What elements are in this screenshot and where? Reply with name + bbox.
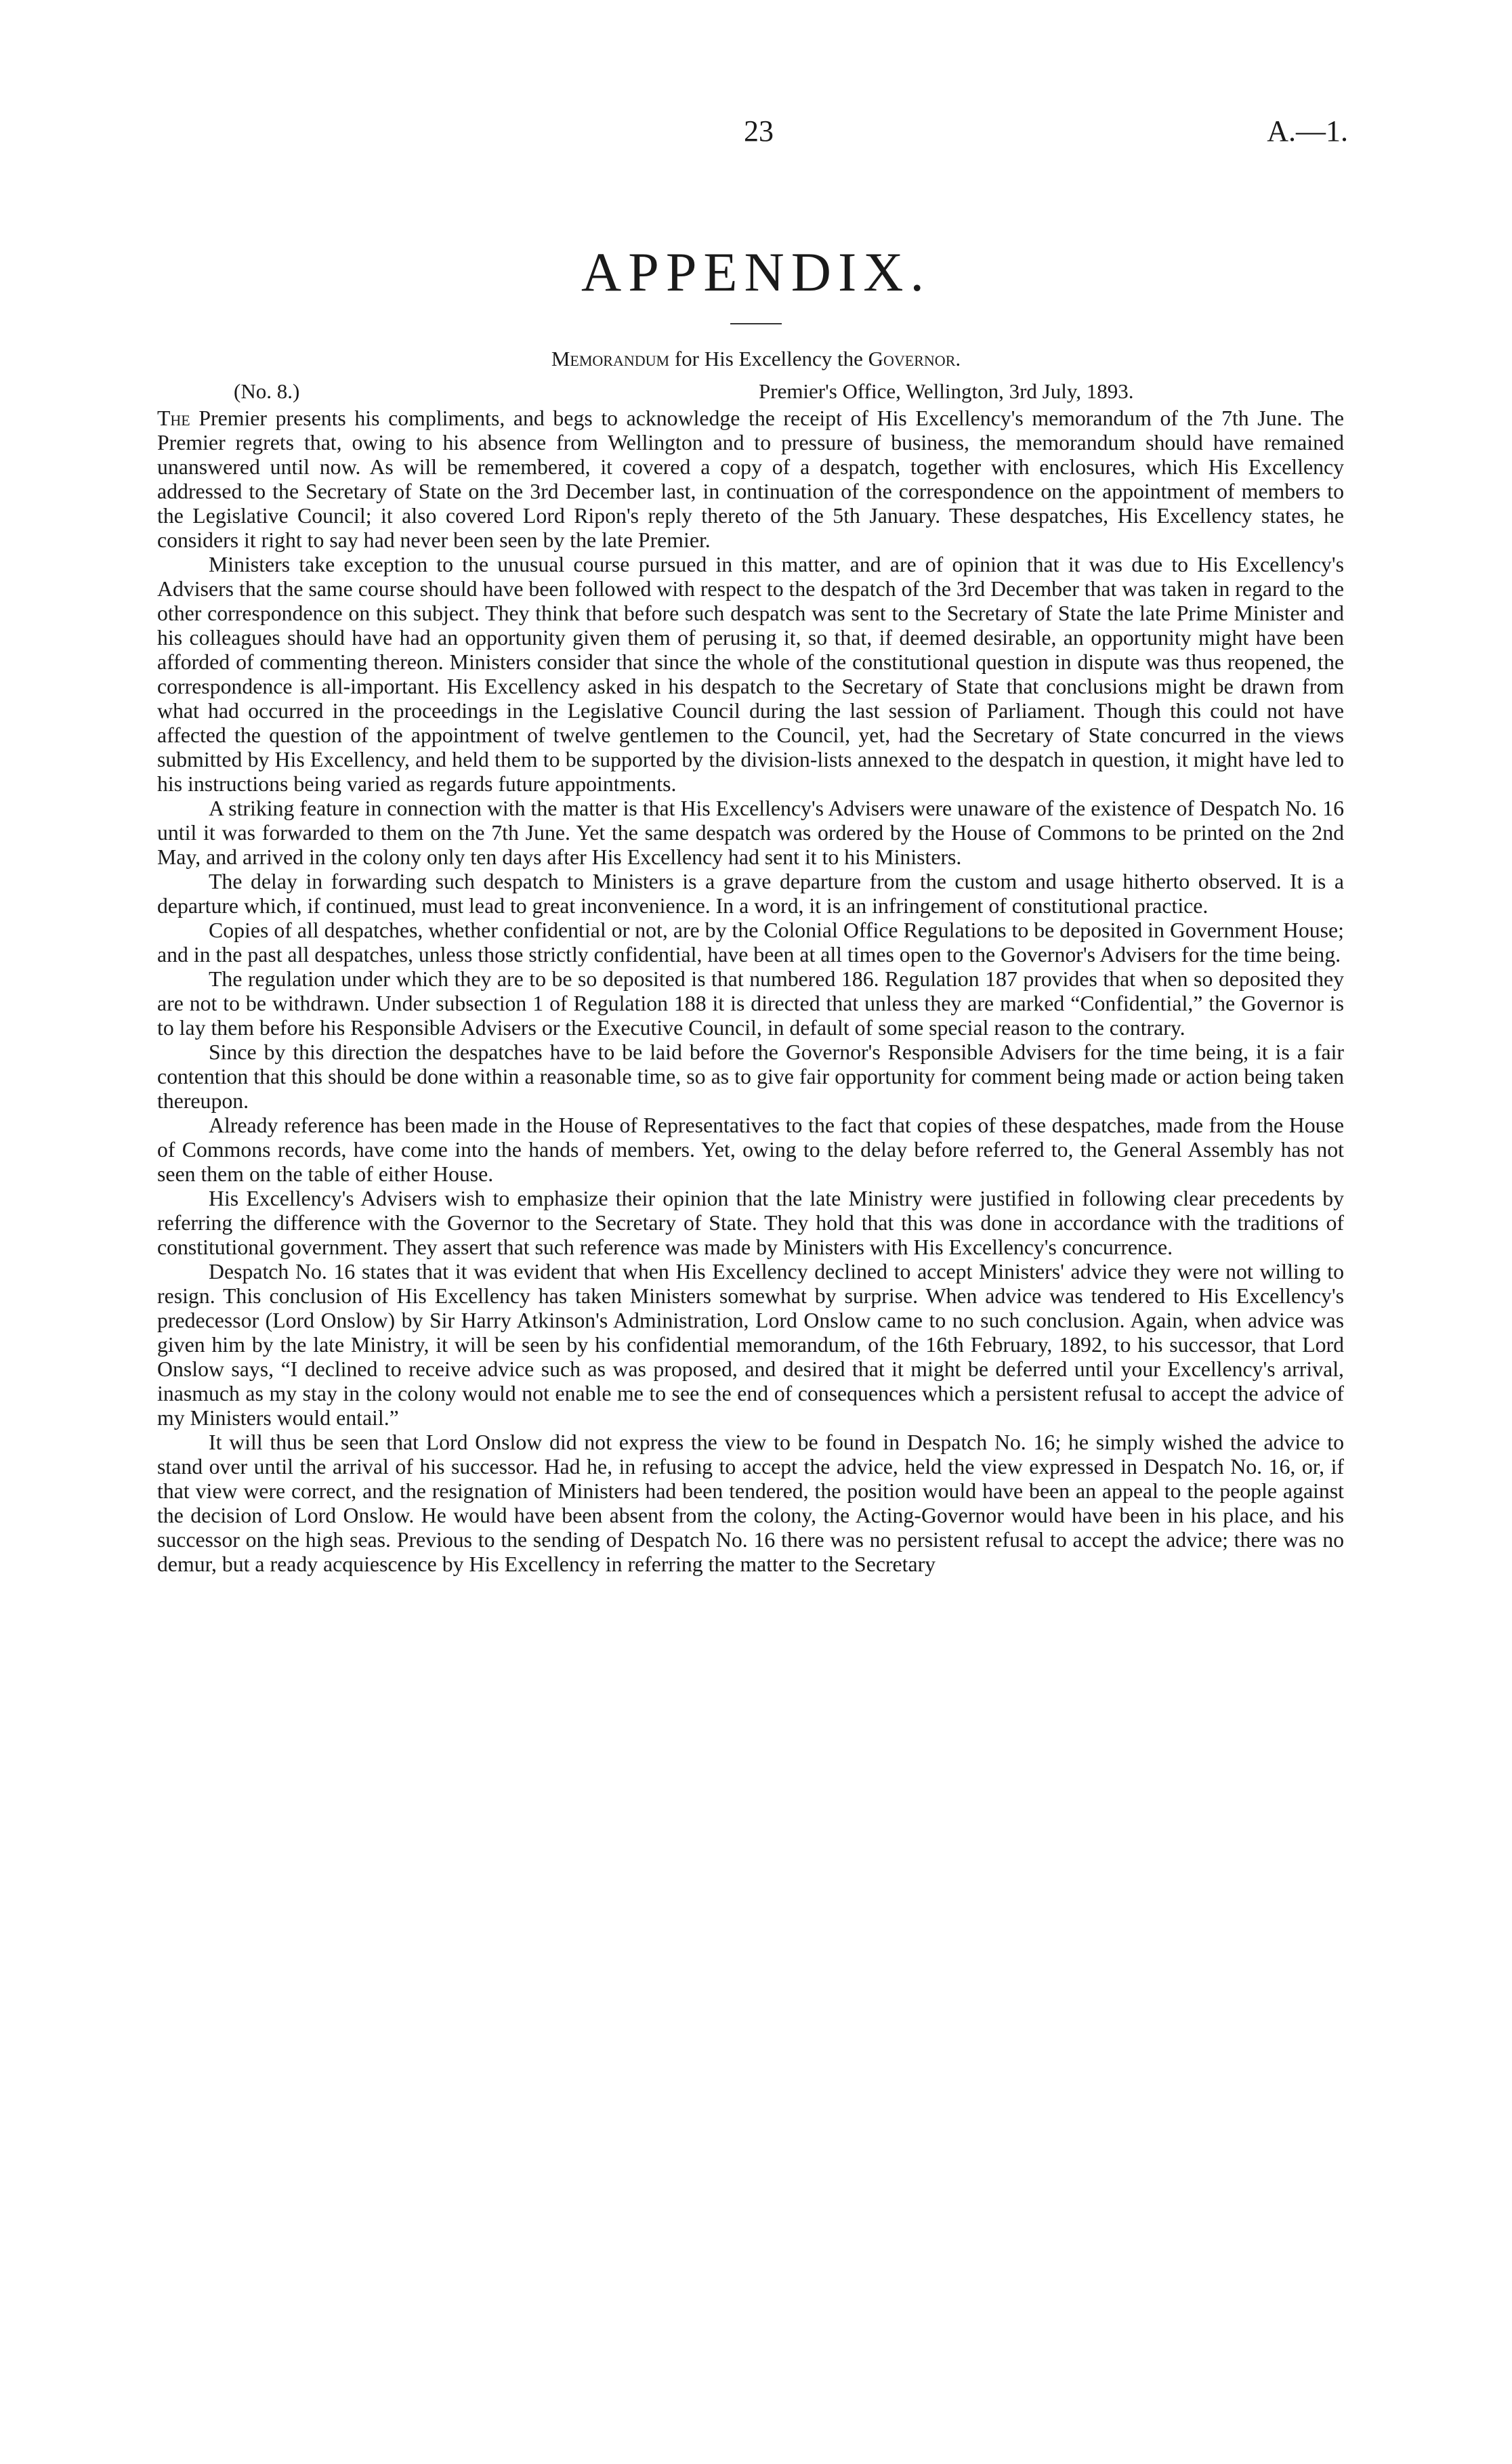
paragraph-7: Since by this direction the despatches have to be laid before the Governor's Responsible Advisers for the time being, it is a fair contention that this should be done within a reasonable time, so as to give fair opportunity for comment being made or action being taken thereupon. bbox=[157, 1040, 1344, 1113]
paragraph-1 bbox=[157, 406, 1344, 553]
memo-heading-prefix: Memorandum bbox=[551, 347, 670, 370]
appendix-title: APPENDIX. bbox=[581, 241, 931, 303]
memo-body bbox=[157, 406, 1344, 1577]
paragraph-4: The delay in forwarding such despatch to Ministers is a grave departure from the custom and usage hitherto observed. It is a departure which, if continued, must lead to great inconvenience. In a word, it is an infringement of constitutional practice. bbox=[157, 870, 1344, 918]
document-reference: A.—1. bbox=[1267, 114, 1348, 148]
paragraph-1-lead: The bbox=[157, 406, 190, 430]
paragraph-2: Ministers take exception to the unusual course pursued in this matter, and are of opinion that it was due to His Excellency's Advisers that the same course should have been followed with respect to the despatch of the 3rd December that was taken in regard to the other correspondence on this subject. They think that before such despatch was sent to the Secretary of State the late Prime Minister and his colleagues should have had an opportunity given them of perusing it, so that, if deemed desirable, an opportunity might have been afforded of commenting thereon. Ministers consider that since the whole of the constitutional question in dispute was thus reopened, the correspondence is all-important. His Excellency asked in his despatch to the Secretary of State that conclusions might be drawn from what had occurred in the proceedings in the Legislative Council during the last session of Parliament. Though this could not have affected the question of the appointment of twelve gentlemen to the Council, yet, had the Secretary of State concurred in the views submitted by His Excellency, and held them to be supported by the division-lists annexed to the despatch in question, it might have led to his instructions being varied as regards future appointments. bbox=[157, 553, 1344, 796]
paragraph-11: It will thus be seen that Lord Onslow did not express the view to be found in Despatch No. 16; he simply wished the advice to stand over until the arrival of his successor. Had he, in refusing to accept the advice, held the view expressed in Despatch No. 16, or, if that view were correct, and the resignation of Ministers had been tendered, the position would have been an appeal to the people against the decision of Lord Onslow. He would have been absent from the colony, the Acting-Governor would have been in his place, and his successor on the high seas. Previous to the sending of Despatch No. 16 there was no persistent refusal to accept the advice; there was no demur, but a ready acquiescence by His Excellency in referring the matter to the Secretary bbox=[157, 1430, 1344, 1576]
page-number: 23 bbox=[744, 114, 774, 148]
paragraph-1-text: Premier presents his compliments, and begs to acknowledge the receipt of His Excellency's memorandum of the 7th June. The Premier regrets that, owing to his absence from Wellington and to pressure of business, the memorandum should have remained unanswered until now. As will be remembered, it covered a copy of a despatch, together with enclosures, which His Excellency addressed to the Secretary of State on the 3rd December last, in continuation of the correspondence on the appointment of members to the Legislative Council; it also covered Lord Ripon's reply thereto of the 5th January. These despatches, His Excellency states, he considers it right to say had never been seen by the late Premier. bbox=[157, 406, 1344, 552]
paragraph-3: A striking feature in connection with the matter is that His Excellency's Advisers were unaware of the existence of Despatch No. 16 until it was forwarded to them on the 7th June. Yet the same despatch was ordered by the House of Commons to be printed on the 2nd May, and arrived in the colony only ten days after His Excellency had sent it to his Ministers. bbox=[157, 796, 1344, 869]
memo-heading-middle: for His Excellency the bbox=[669, 347, 868, 370]
memo-dateline: Premier's Office, Wellington, 3rd July, 1893. bbox=[759, 379, 1134, 403]
memo-heading bbox=[203, 347, 1309, 371]
paragraph-6: The regulation under which they are to be so deposited is that numbered 186. Regulation 187 provides that when so deposited they are not to be withdrawn. Under subsection 1 of Regulation 188 it is directed that unless they are marked “Confidential,” the Governor is to lay them before his Responsible Advisers or the Executive Council, in default of some special reason to the contrary. bbox=[157, 967, 1344, 1040]
paragraph-8: Already reference has been made in the House of Representatives to the fact that copies of these despatches, made from the House of Commons records, have come into the hands of members. Yet, owing to the delay before referred to, the General Assembly has not seen them on the table of either House. bbox=[157, 1113, 1344, 1186]
title-divider bbox=[730, 323, 782, 324]
paragraph-10: Despatch No. 16 states that it was evident that when His Excellency declined to accept Ministers' advice they were not willing to resign. This conclusion of His Excellency has taken Ministers somewhat by surprise. When advice was tendered to His Excellency's predecessor (Lord Onslow) by Sir Harry Atkinson's Administration, Lord Onslow came to no such conclusion. Again, when advice was given him by the late Ministry, it will be seen by his confidential memorandum, of the 16th February, 1892, to his successor, that Lord Onslow says, “I declined to receive advice such as was proposed, and desired that it might be deferred until your Excellency's arrival, inasmuch as my stay in the colony would not enable me to see the end of consequences which a persistent refusal to accept the advice of my Ministers would entail.” bbox=[157, 1260, 1344, 1430]
paragraph-5: Copies of all despatches, whether confidential or not, are by the Colonial Office Regulations to be deposited in Government House; and in the past all despatches, unless those strictly confidential, have been at all times open to the Governor's Advisers for the time being. bbox=[157, 918, 1344, 967]
memo-heading-suffix: Governor. bbox=[868, 347, 961, 370]
paragraph-9: His Excellency's Advisers wish to emphasize their opinion that the late Ministry were justified in following clear precedents by referring the difference with the Governor to the Secretary of State. They hold that this was done in accordance with the traditions of constitutional government. They assert that such reference was made by Ministers with His Excellency's concurrence. bbox=[157, 1187, 1344, 1259]
memo-number: (No. 8.) bbox=[234, 379, 300, 403]
